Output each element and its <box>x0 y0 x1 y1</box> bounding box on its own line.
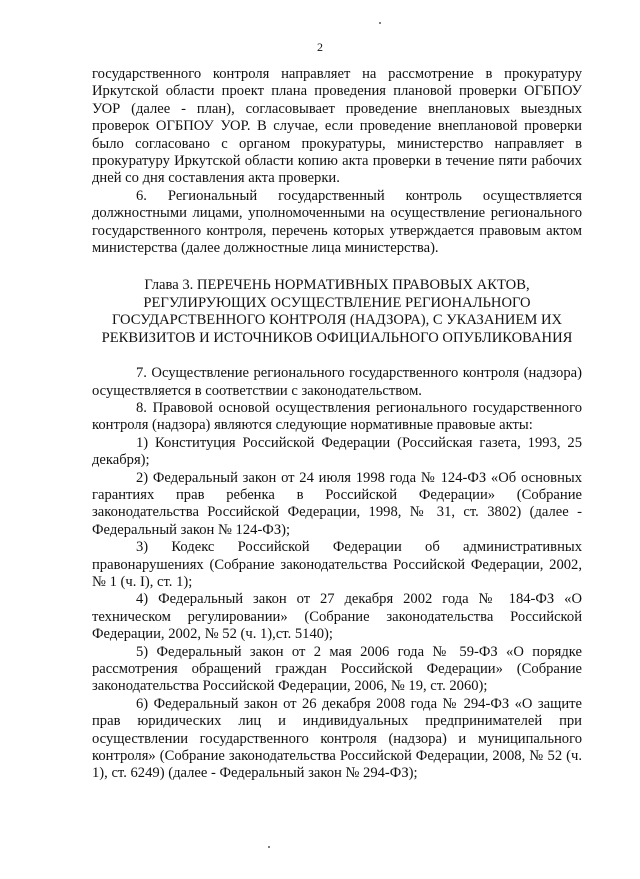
scan-speck <box>268 846 270 848</box>
legal-act-item-1: 1) Конституция Российской Федерации (Российская газета, 1993, 25 декабря); <box>92 434 582 469</box>
paragraph-8: 8. Правовой основой осуществления регионального государственного контроля (надзора) являются следующие нормативные правовые акты: <box>92 399 582 434</box>
legal-act-item-6: 6) Федеральный закон от 26 декабря 2008 года № 294-ФЗ «О защите прав юридических лиц и индивидуальных предпринимателей при осуществлении государственного контроля (надзора) и муниципального контроля» (Собрание законодательства Российской Федерации, 2008, № 52 (ч. 1), ст. 6249) (далее - Федеральный закон № 294-ФЗ); <box>92 695 582 782</box>
legal-act-item-2: 2) Федеральный закон от 24 июля 1998 года № 124-ФЗ «Об основных гарантиях прав ребенка в Российской Федерации» (Собрание законодательства Российской Федерации, 1998, № 31, ст. 3802) (далее - Федеральный закон № 124-ФЗ); <box>92 469 582 538</box>
scan-speck <box>379 22 381 24</box>
document-body <box>92 66 582 783</box>
legal-act-item-4: 4) Федеральный закон от 27 декабря 2002 года № 184-ФЗ «О техническом регулировании» (Собрание законодательства Российской Федерации, 2002, № 52 (ч. 1),ст. 5140); <box>92 591 582 643</box>
chapter-3-heading: Глава 3. ПЕРЕЧЕНЬ НОРМАТИВНЫХ ПРАВОВЫХ АКТОВ, РЕГУЛИРУЮЩИХ ОСУЩЕСТВЛЕНИЕ РЕГИОНАЛЬНОГО ГОСУДАРСТВЕННОГО КОНТРОЛЯ (НАДЗОРА), С УКАЗАНИЕМ ИХ РЕКВИЗИТОВ И ИСТОЧНИКОВ ОФИЦИАЛЬНОГО ОПУБЛИКОВАНИЯ <box>101 277 573 346</box>
paragraph-continuation: государственного контроля направляет на рассмотрение в прокуратуру Иркутской области проект плана проведения плановой проверки ОГБПОУ УОР (далее - план), согласовывает проведение внеплановых выездных проверок ОГБПОУ УОР. В случае, если проведение внеплановой проверки было согласовано с органом прокуратуры, министерство направляет в прокуратуру Иркутской области копию акта проверки в течение пяти рабочих дней со дня составления акта проверки. <box>92 66 582 187</box>
page-number: 2 <box>317 40 323 54</box>
legal-act-item-3: 3) Кодекс Российской Федерации об административных правонарушениях (Собрание законодательства Российской Федерации, 2002, № 1 (ч. I), ст. 1); <box>92 539 582 590</box>
paragraph-7: 7. Осуществление регионального государственного контроля (надзора) осуществляется в соответствии с законодательством. <box>92 365 582 399</box>
paragraph-6: 6. Региональный государственный контроль осуществляется должностными лицами, уполномоченными на осуществление регионального государственного контроля, перечень которых утверждается правовым актом министерства (далее должностные лица министерства). <box>92 187 582 257</box>
legal-act-item-5: 5) Федеральный закон от 2 мая 2006 года № 59-ФЗ «О порядке рассмотрения обращений граждан Российской Федерации» (Собрание законодательства Российской Федерации, 2006, № 19, ст. 2060); <box>92 643 582 695</box>
